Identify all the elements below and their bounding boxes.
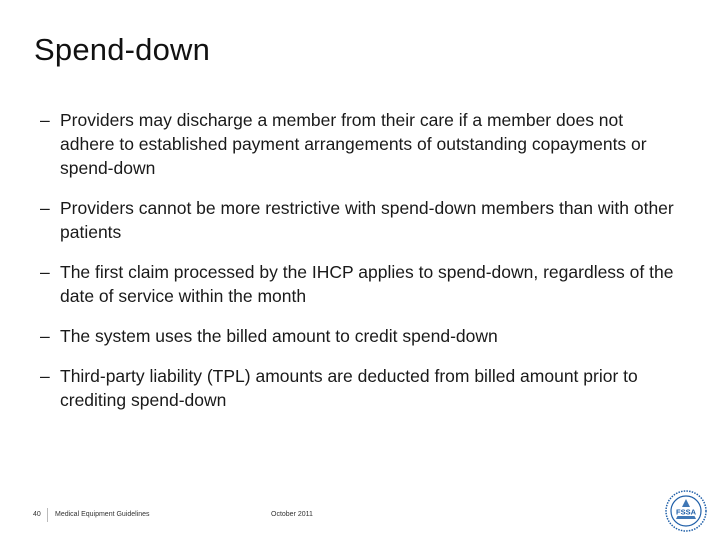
bullet-item <box>40 196 680 244</box>
slide-title: Spend-down <box>34 32 211 67</box>
dash-marker: – <box>40 198 50 218</box>
footer-divider <box>47 508 48 522</box>
bullet-list <box>40 108 680 428</box>
footer-date: October 2011 <box>271 511 313 518</box>
dash-marker: – <box>40 326 50 346</box>
page-number: 40 <box>33 511 41 518</box>
bullet-item <box>40 364 680 412</box>
logo-text: FSSA <box>675 507 697 517</box>
bullet-text: Third-party liability (TPL) amounts are deducted from billed amount prior to crediting spend-down <box>60 366 638 410</box>
bullet-item <box>40 108 680 180</box>
dash-marker: – <box>40 110 50 130</box>
dash-marker: – <box>40 262 50 282</box>
state-seal-logo-icon <box>664 489 708 533</box>
dash-marker: – <box>40 366 50 386</box>
bullet-item <box>40 324 680 348</box>
bullet-text: The first claim processed by the IHCP applies to spend-down, regardless of the date of service within the month <box>60 262 674 306</box>
footer-document-title: Medical Equipment Guidelines <box>55 511 150 518</box>
logo-graphic <box>664 489 708 533</box>
bullet-item <box>40 260 680 308</box>
bullet-text: Providers cannot be more restrictive with spend-down members than with other patients <box>60 198 674 242</box>
bullet-text: Providers may discharge a member from their care if a member does not adhere to established payment arrangements of outstanding copayments or spend-down <box>60 110 647 178</box>
bullet-text: The system uses the billed amount to credit spend-down <box>60 326 498 346</box>
